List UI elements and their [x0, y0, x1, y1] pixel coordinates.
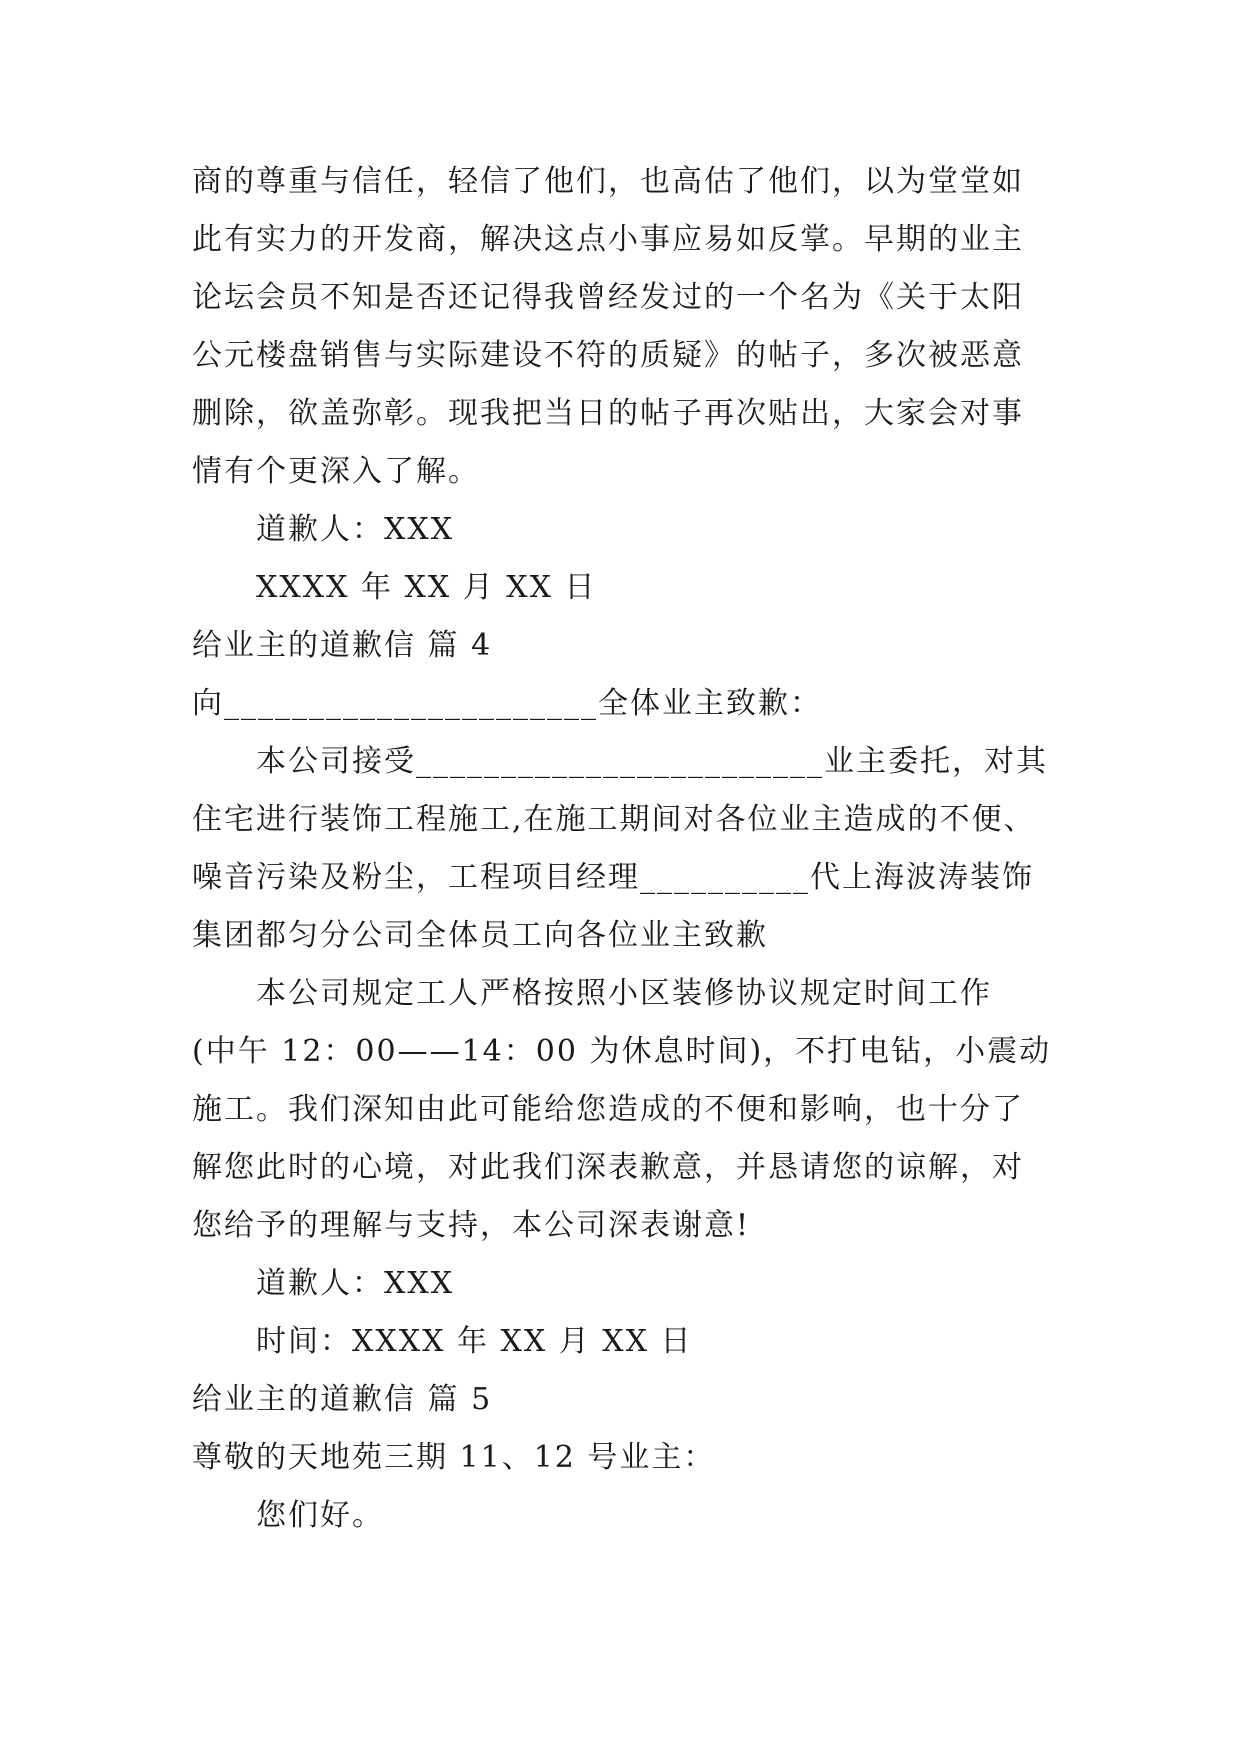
paragraph-line: 解您此时的心境，对此我们深表歉意，并恳请您的谅解，对: [192, 1150, 1024, 1185]
paragraph-line: 本公司规定工人严格按照小区装修协议规定时间工作: [256, 976, 992, 1011]
section-heading: 给业主的道歉信 篇 5: [192, 1382, 493, 1417]
date-line: 时间：XXXX 年 XX 月 XX 日: [256, 1324, 693, 1359]
paragraph-line: 本公司接受________________________业主委托，对其: [256, 744, 1048, 779]
greeting-line: 您们好。: [256, 1498, 384, 1533]
paragraph-line: (中午 12：00——14：00 为休息时间)，不打电钻，小震动: [192, 1034, 1052, 1069]
paragraph-line: 集团都匀分公司全体员工向各位业主致歉: [192, 918, 768, 953]
paragraph-line: 公元楼盘销售与实际建设不符的质疑》的帖子，多次被恶意: [192, 338, 1024, 373]
signature-line: 道歉人：XXX: [256, 512, 455, 547]
paragraph-line: 商的尊重与信任，轻信了他们，也高估了他们，以为堂堂如: [192, 164, 1024, 199]
paragraph-line: 情有个更深入了解。: [192, 454, 480, 489]
salutation-line: 向______________________全体业主致歉：: [192, 686, 822, 721]
paragraph-line: 此有实力的开发商，解决这点小事应易如反掌。早期的业主: [192, 222, 1024, 257]
signature-line: 道歉人：XXX: [256, 1266, 455, 1301]
paragraph-line: 论坛会员不知是否还记得我曾经发过的一个名为《关于太阳: [192, 280, 1024, 315]
salutation-line: 尊敬的天地苑三期 11、12 号业主：: [192, 1440, 716, 1475]
paragraph-line: 住宅进行装饰工程施工,在施工期间对各位业主造成的不便、: [192, 802, 1036, 837]
paragraph-line: 删除，欲盖弥彰。现我把当日的帖子再次贴出，大家会对事: [192, 396, 1024, 431]
paragraph-line: 噪音污染及粉尘，工程项目经理__________代上海波涛装饰: [192, 860, 1034, 895]
date-line: XXXX 年 XX 月 XX 日: [256, 570, 597, 605]
paragraph-line: 您给予的理解与支持，本公司深表谢意!: [192, 1208, 751, 1243]
section-heading: 给业主的道歉信 篇 4: [192, 628, 493, 663]
paragraph-line: 施工。我们深知由此可能给您造成的不便和影响，也十分了: [192, 1092, 1024, 1127]
